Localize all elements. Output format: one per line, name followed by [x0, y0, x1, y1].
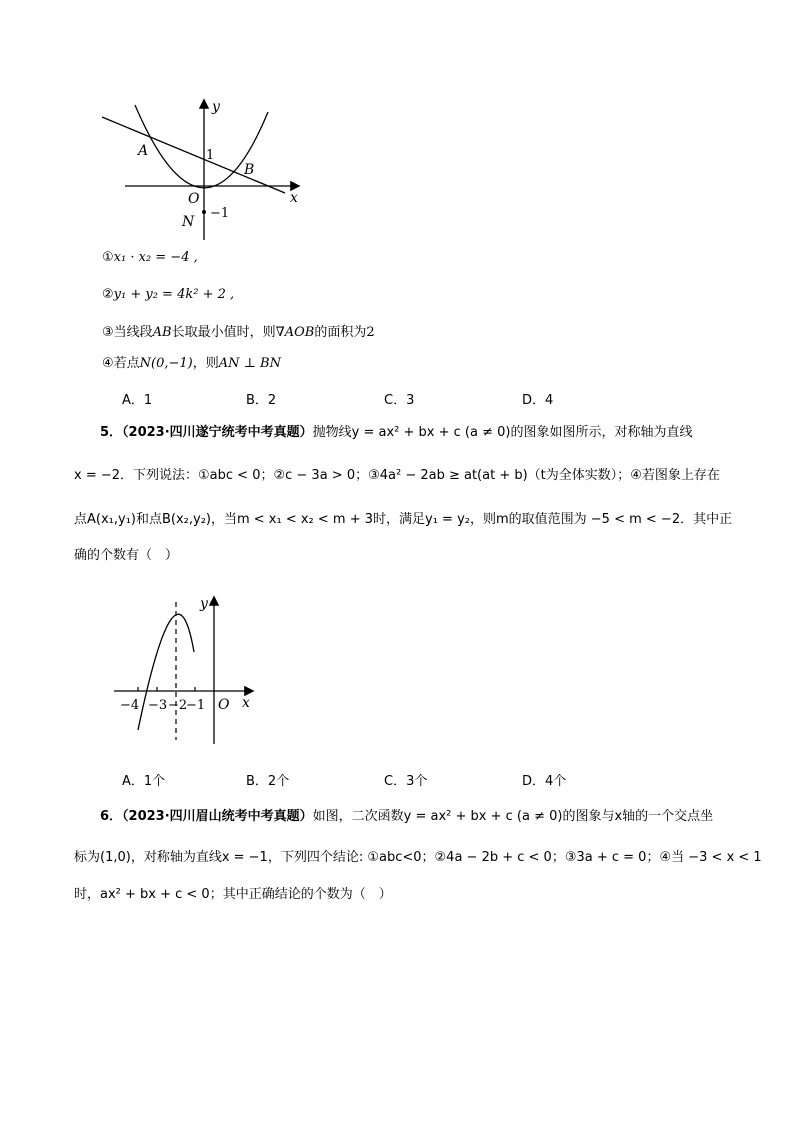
tick-label-neg1: −1: [186, 698, 206, 713]
q4-item-4: ④若点N(0,−1)，则AN ⊥ BN: [102, 356, 281, 371]
straight-line: [102, 117, 285, 193]
q5-option-b: B．2个: [246, 774, 290, 789]
x-label-2: x: [242, 695, 250, 711]
tick-label-neg2: −2: [168, 698, 188, 713]
q5-source: （2023·四川遂宁统考中考真题）: [122, 425, 313, 440]
tick-label-neg3: −3: [148, 698, 168, 713]
q5-line-1: 5．（2023·四川遂宁统考中考真题）抛物线y = ax² + bx + c (a ≠ 0)的图象如图所示，对称轴为直线: [100, 425, 693, 440]
figure-downward-parabola: [108, 592, 268, 747]
point-n-label: N: [182, 214, 195, 230]
q5-line-2: x = −2．下列说法：①abc < 0；②c − 3a > 0；③4a² − 2ab ≥ at(at + b)（t为全体实数）；④若图象上存在: [74, 468, 720, 483]
figure-parabola-line: [90, 95, 310, 245]
x-label: x: [290, 190, 298, 206]
y-label-2: y: [200, 596, 208, 612]
q5-option-a: A．1个: [122, 774, 166, 789]
q4-item-2: ②y₁ + y₂ = 4k² + 2 ,: [102, 287, 235, 302]
y-label: y: [212, 99, 220, 115]
q6-line-3: 时，ax² + bx + c < 0；其中正确结论的个数为（ ）: [74, 887, 392, 902]
point-n-dot: [202, 210, 206, 214]
q6-line-2: 标为(1,0)，对称轴为直线x = −1，下列四个结论: ①abc<0；②4a − 2b + c < 0；③3a + c = 0；④当 −3 < x < 1: [74, 850, 762, 865]
tick-one: 1: [206, 148, 215, 163]
q4-item-1: ①x₁ · x₂ = −4 ,: [102, 250, 198, 265]
origin-label-2: O: [218, 697, 230, 713]
tick-label-neg4: −4: [120, 698, 140, 713]
tick-neg-one: −1: [210, 206, 230, 221]
q4-option-d: D．4: [522, 393, 554, 408]
q6-line-1: 6．（2023·四川眉山统考中考真题）如图，二次函数y = ax² + bx + c (a ≠ 0)的图象与x轴的一个交点坐: [100, 809, 714, 824]
q4-option-c: C．3: [384, 393, 415, 408]
q4-option-a: A．1: [122, 393, 153, 408]
q5-line-3: 点A(x₁,y₁)和点B(x₂,y₂)，当m < x₁ < x₂ < m + 3时，满足y₁ = y₂，则m的取值范围为 −5 < m < −2．其中正: [74, 512, 733, 527]
q4-option-b: B．2: [246, 393, 277, 408]
point-b-label: B: [244, 162, 255, 178]
origin-label: O: [188, 191, 200, 207]
q5-option-d: D．4个: [522, 774, 567, 789]
point-a-label: A: [138, 143, 149, 159]
q6-number: 6．: [100, 809, 123, 824]
q5-option-c: C．3个: [384, 774, 428, 789]
q6-source: （2023·四川眉山统考中考真题）: [122, 809, 313, 824]
q5-number: 5．: [100, 425, 123, 440]
q5-line-4: 确的个数有（ ）: [74, 548, 179, 563]
q4-item-3: ③当线段AB长取最小值时，则∇AOB的面积为2: [102, 325, 375, 340]
